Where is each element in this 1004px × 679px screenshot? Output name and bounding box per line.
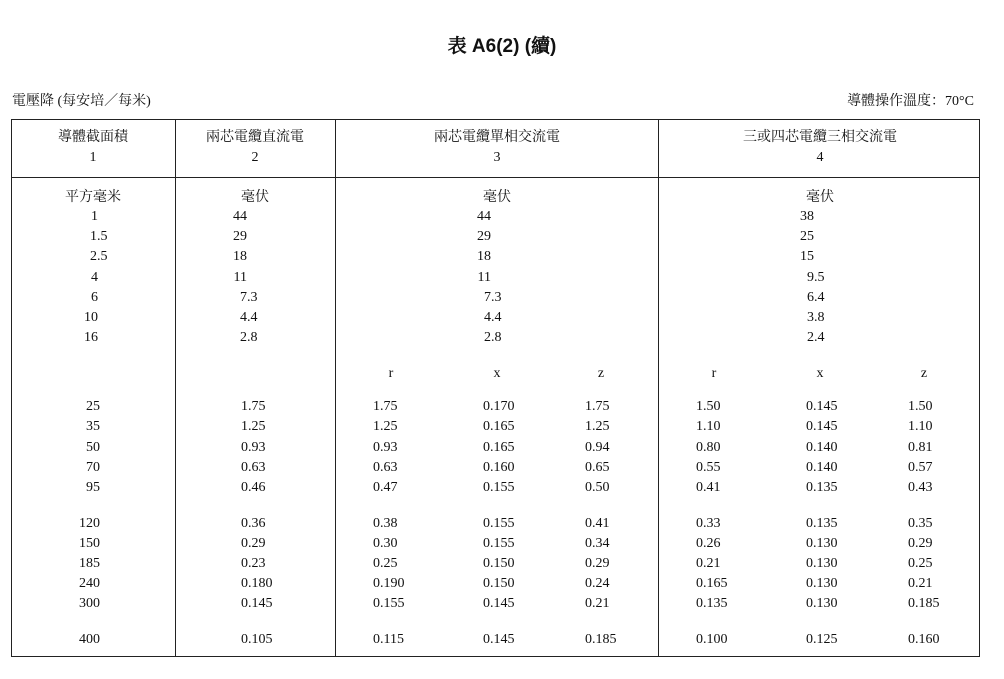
dc-value: 18	[233, 249, 247, 265]
area-value: 70	[86, 460, 100, 475]
ac1-value: 29	[477, 229, 491, 245]
dc-value: 0.23	[241, 556, 266, 571]
z3-value: 0.43	[908, 480, 933, 495]
z1-value: 0.41	[585, 516, 610, 531]
subheader-r-single-phase: r	[388, 366, 394, 381]
area-value: 1	[91, 209, 98, 224]
r1-value: 1.25	[373, 419, 398, 434]
dc-value: 44	[233, 209, 247, 224]
dc-value: 0.46	[241, 480, 266, 495]
column-divider-3	[658, 119, 659, 657]
ac3-value: 9.5	[807, 269, 825, 285]
voltage-drop-caption: 電壓降 (每安培／每米)	[12, 94, 151, 109]
ac1-value: 44	[477, 209, 491, 224]
z1-value: 0.29	[585, 556, 610, 571]
header-label-col4: 三或四芯電纜三相交流電	[743, 129, 897, 145]
area-value: 95	[86, 480, 100, 495]
x3-value: 0.145	[806, 419, 838, 434]
x3-value: 0.140	[806, 440, 838, 455]
r1-value: 0.30	[373, 536, 398, 551]
r3-value: 0.80	[696, 440, 721, 455]
z1-value: 0.185	[585, 632, 617, 647]
area-value: 300	[79, 596, 100, 611]
r1-value: 0.190	[373, 576, 405, 591]
x1-value: 0.150	[483, 556, 515, 571]
column-divider-1	[175, 119, 176, 657]
x3-value: 0.130	[806, 536, 838, 551]
x3-value: 0.135	[806, 516, 838, 531]
z1-value: 0.94	[585, 440, 610, 455]
ac3-value: 3.8	[807, 310, 825, 325]
x1-value: 0.155	[483, 480, 515, 495]
x1-value: 0.170	[483, 399, 515, 414]
z3-value: 1.10	[908, 419, 933, 434]
z3-value: 0.35	[908, 516, 933, 531]
dc-value: 4.4	[240, 310, 258, 325]
x3-value: 0.130	[806, 596, 838, 611]
dc-value: 0.180	[241, 576, 273, 591]
z1-value: 0.65	[585, 460, 610, 475]
x3-value: 0.145	[806, 399, 838, 414]
x1-value: 0.145	[483, 596, 515, 611]
x3-value: 0.125	[806, 632, 838, 647]
area-value: 25	[86, 399, 100, 414]
r1-value: 0.25	[373, 556, 398, 571]
z3-value: 0.21	[908, 576, 933, 591]
area-value: 240	[79, 576, 100, 591]
z3-value: 0.25	[908, 556, 933, 571]
r1-value: 0.47	[373, 480, 398, 495]
unit-col3: 毫伏	[483, 189, 511, 205]
area-value: 16	[84, 330, 98, 346]
subheader-r-three-phase: r	[711, 366, 717, 381]
z1-value: 0.24	[585, 576, 610, 591]
r1-value: 0.38	[373, 516, 398, 531]
r3-value: 0.21	[696, 556, 721, 571]
header-number-col4: 4	[816, 150, 824, 165]
r3-value: 0.165	[696, 576, 728, 591]
z1-value: 1.75	[585, 399, 610, 414]
x3-value: 0.130	[806, 576, 838, 591]
r3-value: 0.100	[696, 632, 728, 647]
page-title: 表 A6(2) (續)	[447, 36, 557, 57]
z3-value: 1.50	[908, 399, 933, 414]
dc-value: 2.8	[240, 330, 258, 346]
r3-value: 0.135	[696, 596, 728, 611]
dc-value: 1.75	[241, 399, 266, 414]
area-value: 4	[91, 269, 98, 285]
x3-value: 0.130	[806, 556, 838, 571]
operating-temperature-caption: 導體操作溫度：70°C	[847, 94, 974, 109]
unit-col4: 毫伏	[806, 189, 834, 205]
x1-value: 0.155	[483, 516, 515, 531]
dc-value: 0.29	[241, 536, 266, 551]
header-label-col3: 兩芯電纜單相交流電	[434, 129, 560, 145]
r1-value: 0.115	[373, 632, 404, 647]
z3-value: 0.57	[908, 460, 933, 475]
header-divider	[11, 177, 980, 178]
ac3-value: 15	[800, 249, 814, 265]
dc-value: 29	[233, 229, 247, 245]
column-divider-2	[335, 119, 336, 657]
subheader-z-three-phase: z	[920, 366, 928, 381]
ac3-value: 2.4	[807, 330, 825, 346]
dc-value: 0.63	[241, 460, 266, 475]
x3-value: 0.135	[806, 480, 838, 495]
x3-value: 0.140	[806, 460, 838, 475]
x1-value: 0.145	[483, 632, 515, 647]
r3-value: 0.55	[696, 460, 721, 475]
ac3-value: 25	[800, 229, 814, 245]
r3-value: 1.10	[696, 419, 721, 434]
r3-value: 0.41	[696, 480, 721, 495]
area-value: 6	[91, 289, 98, 305]
subheader-z-single-phase: z	[597, 366, 605, 381]
area-value: 120	[79, 516, 100, 531]
dc-value: 0.145	[241, 596, 273, 611]
header-number-col3: 3	[493, 150, 501, 165]
x1-value: 0.160	[483, 460, 515, 475]
z1-value: 0.50	[585, 480, 610, 495]
z1-value: 0.21	[585, 596, 610, 611]
z3-value: 0.160	[908, 632, 940, 647]
ac1-value: 18	[477, 249, 491, 265]
z3-value: 0.81	[908, 440, 933, 455]
dc-value: 7.3	[240, 289, 258, 305]
area-value: 400	[79, 632, 100, 647]
area-value: 50	[86, 440, 100, 455]
area-value: 150	[79, 536, 100, 551]
ac1-value: 7.3	[484, 289, 502, 305]
header-label-col2: 兩芯電纜直流電	[206, 129, 304, 145]
r3-value: 0.33	[696, 516, 721, 531]
area-value: 10	[84, 310, 98, 325]
header-label-col1: 導體截面積	[58, 129, 128, 145]
z3-value: 0.29	[908, 536, 933, 551]
z1-value: 1.25	[585, 419, 610, 434]
ac1-value: 11	[477, 269, 491, 285]
r1-value: 0.93	[373, 440, 398, 455]
x1-value: 0.165	[483, 419, 515, 434]
dc-value: 11	[233, 269, 247, 285]
dc-value: 1.25	[241, 419, 266, 434]
ac1-value: 4.4	[484, 310, 502, 325]
area-value: 2.5	[90, 249, 108, 265]
subheader-x-single-phase: x	[493, 366, 501, 381]
x1-value: 0.165	[483, 440, 515, 455]
z3-value: 0.185	[908, 596, 940, 611]
subheader-x-three-phase: x	[816, 366, 824, 381]
dc-value: 0.36	[241, 516, 266, 531]
r3-value: 0.26	[696, 536, 721, 551]
header-number-col1: 1	[89, 150, 97, 165]
x1-value: 0.150	[483, 576, 515, 591]
header-number-col2: 2	[251, 150, 259, 165]
x1-value: 0.155	[483, 536, 515, 551]
area-value: 185	[79, 556, 100, 571]
r1-value: 0.63	[373, 460, 398, 475]
area-value: 35	[86, 419, 100, 434]
r1-value: 1.75	[373, 399, 398, 414]
ac1-value: 2.8	[484, 330, 502, 346]
z1-value: 0.34	[585, 536, 610, 551]
area-value: 1.5	[90, 229, 108, 245]
ac3-value: 6.4	[807, 289, 825, 305]
unit-col1: 平方毫米	[65, 189, 121, 205]
r3-value: 1.50	[696, 399, 721, 414]
r1-value: 0.155	[373, 596, 405, 611]
dc-value: 0.93	[241, 440, 266, 455]
unit-col2: 毫伏	[241, 189, 269, 205]
dc-value: 0.105	[241, 632, 273, 647]
ac3-value: 38	[800, 209, 814, 224]
